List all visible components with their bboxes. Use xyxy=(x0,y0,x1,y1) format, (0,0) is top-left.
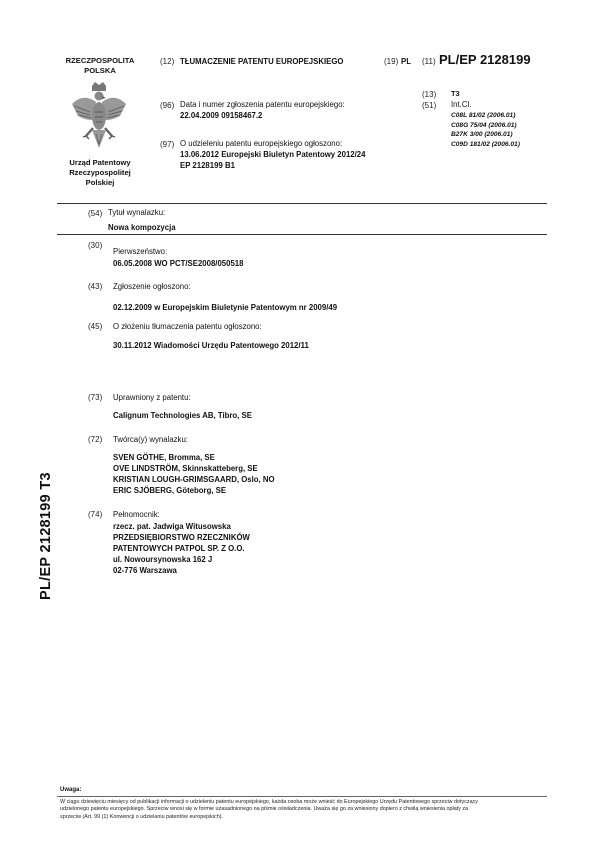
patent-office-line1: Urząd Patentowy xyxy=(69,158,131,167)
notice-line-3: sprzeciw (Art. 99 (1) Konwencji o udzielaniu patentów europejskich). xyxy=(60,813,223,820)
polish-eagle-emblem-icon xyxy=(70,82,128,154)
country-name xyxy=(55,56,145,75)
title-label: Tytuł wynalazku: xyxy=(108,208,166,217)
divider-top xyxy=(57,203,547,204)
ipc-class-2: C08G 75/04 (2006.01) xyxy=(451,121,517,129)
notice-line-2: udzielonego patentu europejskiego. Sprzeciw wnosi się w formie uzasadnionego na piśmie oświadczenia. Uważa się go za wniesiony dopiero z chwilą wniesienia opłaty za xyxy=(60,806,469,813)
application-value: 22.04.2009 09158467.2 xyxy=(180,111,263,120)
attorney-line-1: rzecz. pat. Jadwiga Witusowska xyxy=(113,522,231,531)
translation-label: O złożeniu tłumaczenia patentu ogłoszono: xyxy=(113,322,262,331)
ipc-class-4: C09D 181/02 (2006.01) xyxy=(451,140,520,148)
attorney-line-3: PATENTOWYCH PATPOL SP. Z O.O. xyxy=(113,544,245,553)
grant-value-line2: EP 2128199 B1 xyxy=(180,161,235,170)
code-51: (51) xyxy=(422,101,437,110)
publication-value: 02.12.2009 w Europejskim Biuletynie Patentowym nr 2009/49 xyxy=(113,303,338,312)
grant-value-line1: 13.06.2012 Europejski Biuletyn Patentowy 2012/24 xyxy=(180,150,366,159)
notice-heading: Uwaga: xyxy=(60,787,82,793)
code-54: (54) xyxy=(88,209,103,218)
divider-title xyxy=(57,234,547,235)
code-72: (72) xyxy=(88,435,103,444)
inventor-2: OVE LINDSTRÖM, Skinnskatteberg, SE xyxy=(113,464,258,473)
patent-number: PL/EP 2128199 xyxy=(439,52,531,67)
country-name-line1: RZECZPOSPOLITA xyxy=(65,56,135,65)
code-12: (12) xyxy=(160,57,175,66)
inventors-list xyxy=(113,452,275,496)
divider-notice xyxy=(57,796,547,797)
application-label: Data i numer zgłoszenia patentu europejskiego: xyxy=(180,100,345,109)
country-code: PL xyxy=(401,57,411,66)
inventors-label: Twórca(y) wynalazku: xyxy=(113,435,188,444)
notice-text xyxy=(60,799,550,821)
code-19: (19) xyxy=(384,57,399,66)
owner-label: Uprawniony z patentu: xyxy=(113,393,191,402)
grant-label: O udzieleniu patentu europejskiego ogłoszono: xyxy=(180,139,343,148)
inventor-4: ERIC SJÖBERG, Göteborg, SE xyxy=(113,486,227,495)
priority-label: Pierwszeństwo: xyxy=(113,247,168,256)
code-74: (74) xyxy=(88,510,103,519)
patent-office-name xyxy=(50,158,150,187)
ipc-classification-list xyxy=(451,111,520,149)
owner-value: Calignum Technologies AB, Tibro, SE xyxy=(113,411,252,420)
code-13: (13) xyxy=(422,90,437,99)
code-73: (73) xyxy=(88,393,103,402)
code-11: (11) xyxy=(422,57,436,66)
attorney-line-2: PRZEDSIĘBIORSTWO RZECZNIKÓW xyxy=(113,533,250,542)
patent-office-line3: Polskiej xyxy=(85,177,115,187)
country-name-line2: POLSKA xyxy=(84,65,116,75)
kind-code: T3 xyxy=(451,89,460,98)
attorney-line-4: ul. Nowoursynowska 162 J xyxy=(113,555,213,564)
ipc-class-3: B27K 3/00 (2006.01) xyxy=(451,131,513,138)
ipc-class-1: C08L 81/02 (2006.01) xyxy=(451,112,516,119)
inventor-1: SVEN GÖTHE, Bromma, SE xyxy=(113,453,215,462)
int-cl-label: Int.Cl. xyxy=(451,100,472,109)
translation-value: 30.11.2012 Wiadomości Urzędu Patentowego 2012/11 xyxy=(113,341,309,350)
patent-office-line2: Rzeczypospolitej xyxy=(69,167,131,177)
code-97: (97) xyxy=(160,140,175,149)
attorney-details xyxy=(113,521,250,576)
priority-value: 06.05.2008 WO PCT/SE2008/050518 xyxy=(113,259,244,268)
code-43: (43) xyxy=(88,282,103,291)
notice-line-1: W ciągu dziewięciu miesięcy od publikacji informacji o udzieleniu patentu europejskiego, każda osoba może wnieść do Europejskiego Urzędu Patentowego sprzeciw dotyczący xyxy=(60,799,478,805)
code-45: (45) xyxy=(88,322,103,331)
publication-label: Zgłoszenie ogłoszono: xyxy=(113,282,191,291)
code-96: (96) xyxy=(160,101,175,110)
attorney-line-5: 02-776 Warszawa xyxy=(113,566,177,575)
attorney-label: Pełnomocnik: xyxy=(113,510,160,519)
invention-title: Nowa kompozycja xyxy=(108,223,176,232)
inventor-3: KRISTIAN LOUGH-GRIMSGAARD, Oslo, NO xyxy=(113,475,275,484)
code-30: (30) xyxy=(88,241,103,250)
document-type: TŁUMACZENIE PATENTU EUROPEJSKIEGO xyxy=(180,57,344,66)
side-patent-number: PL/EP 2128199 T3 xyxy=(38,472,54,600)
